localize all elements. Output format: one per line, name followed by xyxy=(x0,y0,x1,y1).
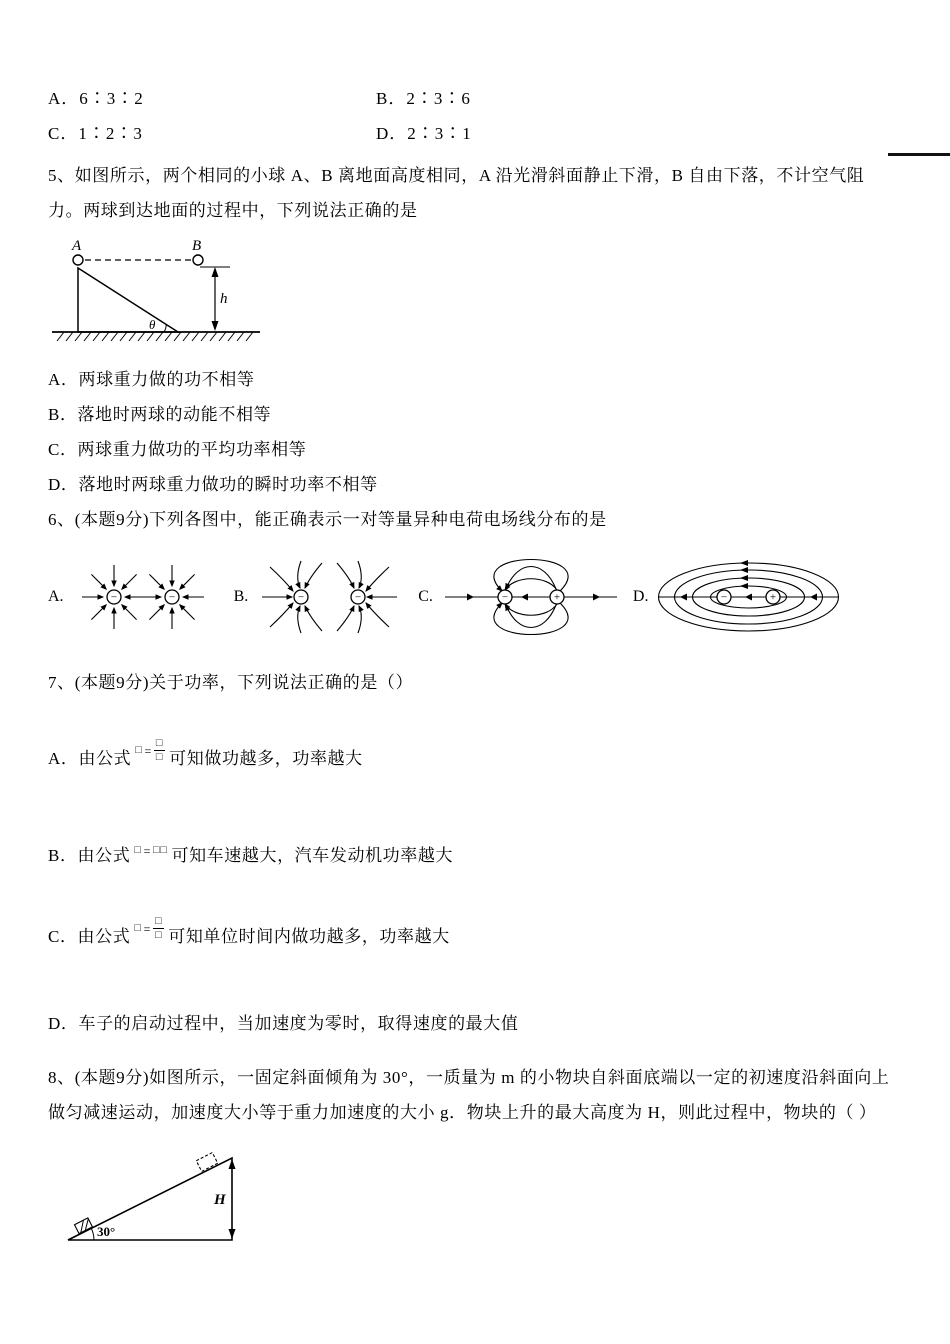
q7-option-c-suffix: 可知单位时间内做功越多，功率越大 xyxy=(168,927,450,946)
incline-triangle xyxy=(68,1158,232,1240)
theta-label: θ xyxy=(149,317,156,332)
q6-figure-d xyxy=(656,547,842,647)
charge-left-sign: − xyxy=(501,591,509,604)
ball-a xyxy=(73,255,83,265)
ball-b xyxy=(193,255,203,265)
block-top-dashed xyxy=(196,1153,217,1172)
option-d: D．2∶3∶1 xyxy=(376,124,472,143)
missing-glyph-box: □ xyxy=(160,844,168,856)
q6-label-c: C. xyxy=(418,588,433,605)
prev-question-options-row2 xyxy=(48,123,895,145)
q7-formula-a: □ = $\frac{□}{□}$ xyxy=(135,737,164,763)
missing-glyph-box: □ xyxy=(134,844,142,856)
charge-right-sign: − xyxy=(355,591,362,604)
option-c: C．1∶2∶3 xyxy=(48,124,143,143)
q5-figure xyxy=(48,236,266,354)
q7-option-a-suffix: 可知做功越多，功率越大 xyxy=(169,749,363,768)
q7-formula-b: □ = □ □ xyxy=(134,843,168,858)
q5-option-a: A．两球重力做的功不相等 xyxy=(48,370,255,389)
q7-option-d-text: D．车子的启动过程中，当加速度为零时，取得速度的最大值 xyxy=(48,1014,519,1033)
q6-label-b: B. xyxy=(233,588,249,605)
angle-label: 30° xyxy=(97,1224,116,1239)
q7-formula-c: □ = $\frac{□}{□}$ xyxy=(134,915,163,941)
charge-right-sign: − xyxy=(168,591,175,604)
option-b: B．2∶3∶6 xyxy=(376,89,471,108)
q6-figures-row xyxy=(48,547,895,647)
ground-hatching xyxy=(57,332,253,341)
q7-option-a xyxy=(48,737,895,769)
h-label: h xyxy=(220,291,228,307)
q6-figure-b xyxy=(256,547,406,647)
missing-glyph-box: □ xyxy=(154,915,163,927)
prev-question-options-row1 xyxy=(48,88,895,110)
height-label: H xyxy=(214,1192,226,1208)
q5-stem: 5、如图所示，两个相同的小球 A、B 离地面高度相同，A 沿光滑斜面静止下滑，B 自由下落，不计空气阻力。两球到达地面的过程中，下列说法正确的是 xyxy=(48,166,865,220)
missing-glyph-box: □ xyxy=(152,844,161,856)
charge-left-sign: − xyxy=(110,591,117,604)
charge-left-sign: − xyxy=(298,591,305,604)
ball-a-label: A xyxy=(72,238,82,254)
q6-stem: 6、(本题9分)下列各图中，能正确表示一对等量异种电荷电场线分布的是 xyxy=(48,510,607,529)
charge-right-sign: + xyxy=(770,591,777,604)
q7-option-c-prefix: C．由公式 xyxy=(48,927,131,946)
q6-label-d: D. xyxy=(632,588,649,605)
option-a: A．6∶3∶2 xyxy=(48,89,144,108)
missing-glyph-box: □ xyxy=(134,922,142,934)
missing-glyph-box: □ xyxy=(155,751,164,763)
q6-label-a: A. xyxy=(48,588,64,605)
q6-figure-a xyxy=(72,547,222,647)
missing-glyph-box: □ xyxy=(155,737,164,749)
q7-stem: 7、(本题9分)关于功率，下列说法正确的是（） xyxy=(48,673,414,692)
q7-option-d xyxy=(48,1009,895,1034)
q6-figure-c xyxy=(441,547,621,647)
q5-option-c: C．两球重力做功的平均功率相等 xyxy=(48,440,307,459)
q5-option-b: B．落地时两球的动能不相等 xyxy=(48,405,272,424)
missing-glyph-box: □ xyxy=(135,744,143,756)
q7-option-a-prefix: A．由公式 xyxy=(48,749,132,768)
q5-options xyxy=(48,362,895,502)
missing-glyph-box: □ xyxy=(154,929,163,941)
q5-option-d: D．落地时两球重力做功的瞬时功率不相等 xyxy=(48,475,378,494)
charge-right-sign: + xyxy=(553,591,561,604)
q8-stem: 8、(本题9分)如图所示，一固定斜面倾角为 30°，一质量为 m 的小物块自斜面底端以一定的初速度沿斜面向上做匀减速运动，加速度大小等于重力加速度的大小 g．物块上升的最大高度为 H，则此过程中，物块的（ ） xyxy=(48,1068,890,1122)
ball-b-label: B xyxy=(192,238,202,254)
incline-triangle xyxy=(78,268,178,332)
block-bottom xyxy=(74,1218,92,1234)
page-edge-line xyxy=(888,153,950,156)
q7-option-b xyxy=(48,841,895,866)
q7-option-c xyxy=(48,915,895,947)
q7-option-b-suffix: 可知车速越大，汽车发动机功率越大 xyxy=(171,846,454,865)
q7-option-b-prefix: B．由公式 xyxy=(48,846,131,865)
q8-figure xyxy=(54,1136,269,1258)
charge-left-sign: − xyxy=(721,591,728,604)
